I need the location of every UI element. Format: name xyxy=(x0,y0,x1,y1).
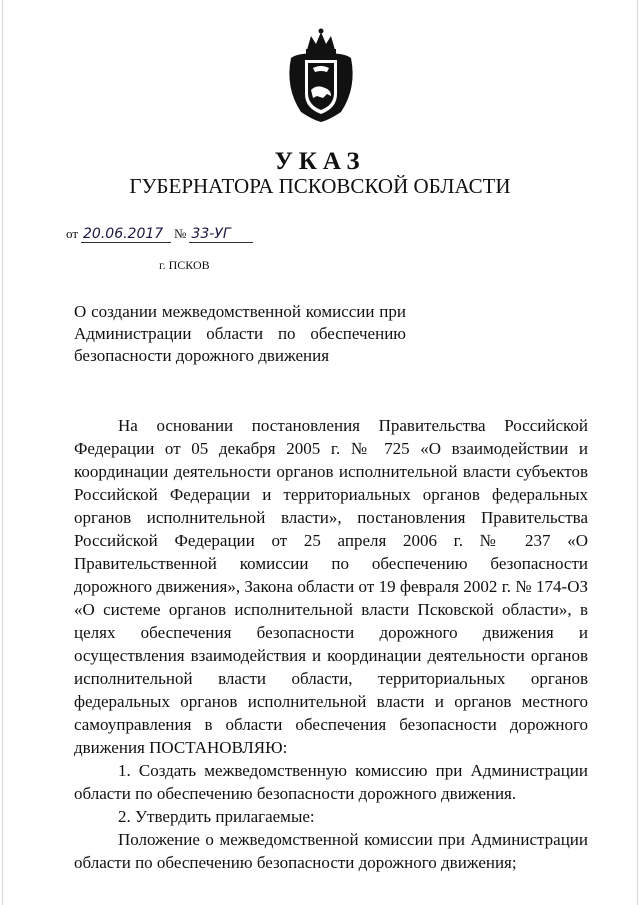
pskov-coat-of-arms-icon xyxy=(283,28,359,124)
preamble-paragraph: На основании постановления Правительства Российской Федерации от 05 декабря 2005 г. № 725 «О взаимодействии и координации деятельности органов исполнительной власти субъектов Российской Федерации и территориальных органов федеральных органов исполнительной власти», постановления Правительства Российской Федерации от 25 апреля 2006 г. № 237 «О Правительственной комиссии по обеспечению безопасности дорожного движения», Закона области от 19 февраля 2002 г. № 174-ОЗ «О системе органов исполнительной власти Псковской области», в целях обеспечения безопасности дорожного движения и осуществления взаимодействия и координации деятельности органов исполнительной власти области, территориальных органов федеральных органов исполнительной власти и органов местного самоуправления в области обеспечения безопасности дорожного движения ПОСТАНОВЛЯЮ: xyxy=(74,416,588,757)
document-subject: О создании межведомственной комиссии при Администрации области по обеспечению безопасности дорожного движения xyxy=(74,302,406,365)
scan-edge-right xyxy=(637,0,638,905)
number-prefix: № xyxy=(174,226,187,241)
issuer-subtitle: ГУБЕРНАТОРА ПСКОВСКОЙ ОБЛАСТИ xyxy=(129,174,511,198)
date-number-line xyxy=(66,226,256,243)
handwritten-number: 33-УГ xyxy=(189,226,253,243)
document-body xyxy=(74,414,588,874)
scan-edge-left xyxy=(2,0,3,905)
handwritten-date: 20.06.2017 xyxy=(81,226,171,243)
document-title: УКАЗ xyxy=(274,148,366,175)
clause-2-paragraph: 2. Утвердить прилагаемые: xyxy=(118,807,315,826)
clause-1-paragraph: 1. Создать межведомственную комиссию при Администрации области по обеспечению безопасности дорожного движения. xyxy=(74,761,588,803)
date-prefix: от xyxy=(66,226,79,241)
clause-2-item-paragraph: Положение о межведомственной комиссии при Администрации области по обеспечению безопасности дорожного движения; xyxy=(74,830,588,872)
issue-city: г. ПСКОВ xyxy=(159,258,210,272)
